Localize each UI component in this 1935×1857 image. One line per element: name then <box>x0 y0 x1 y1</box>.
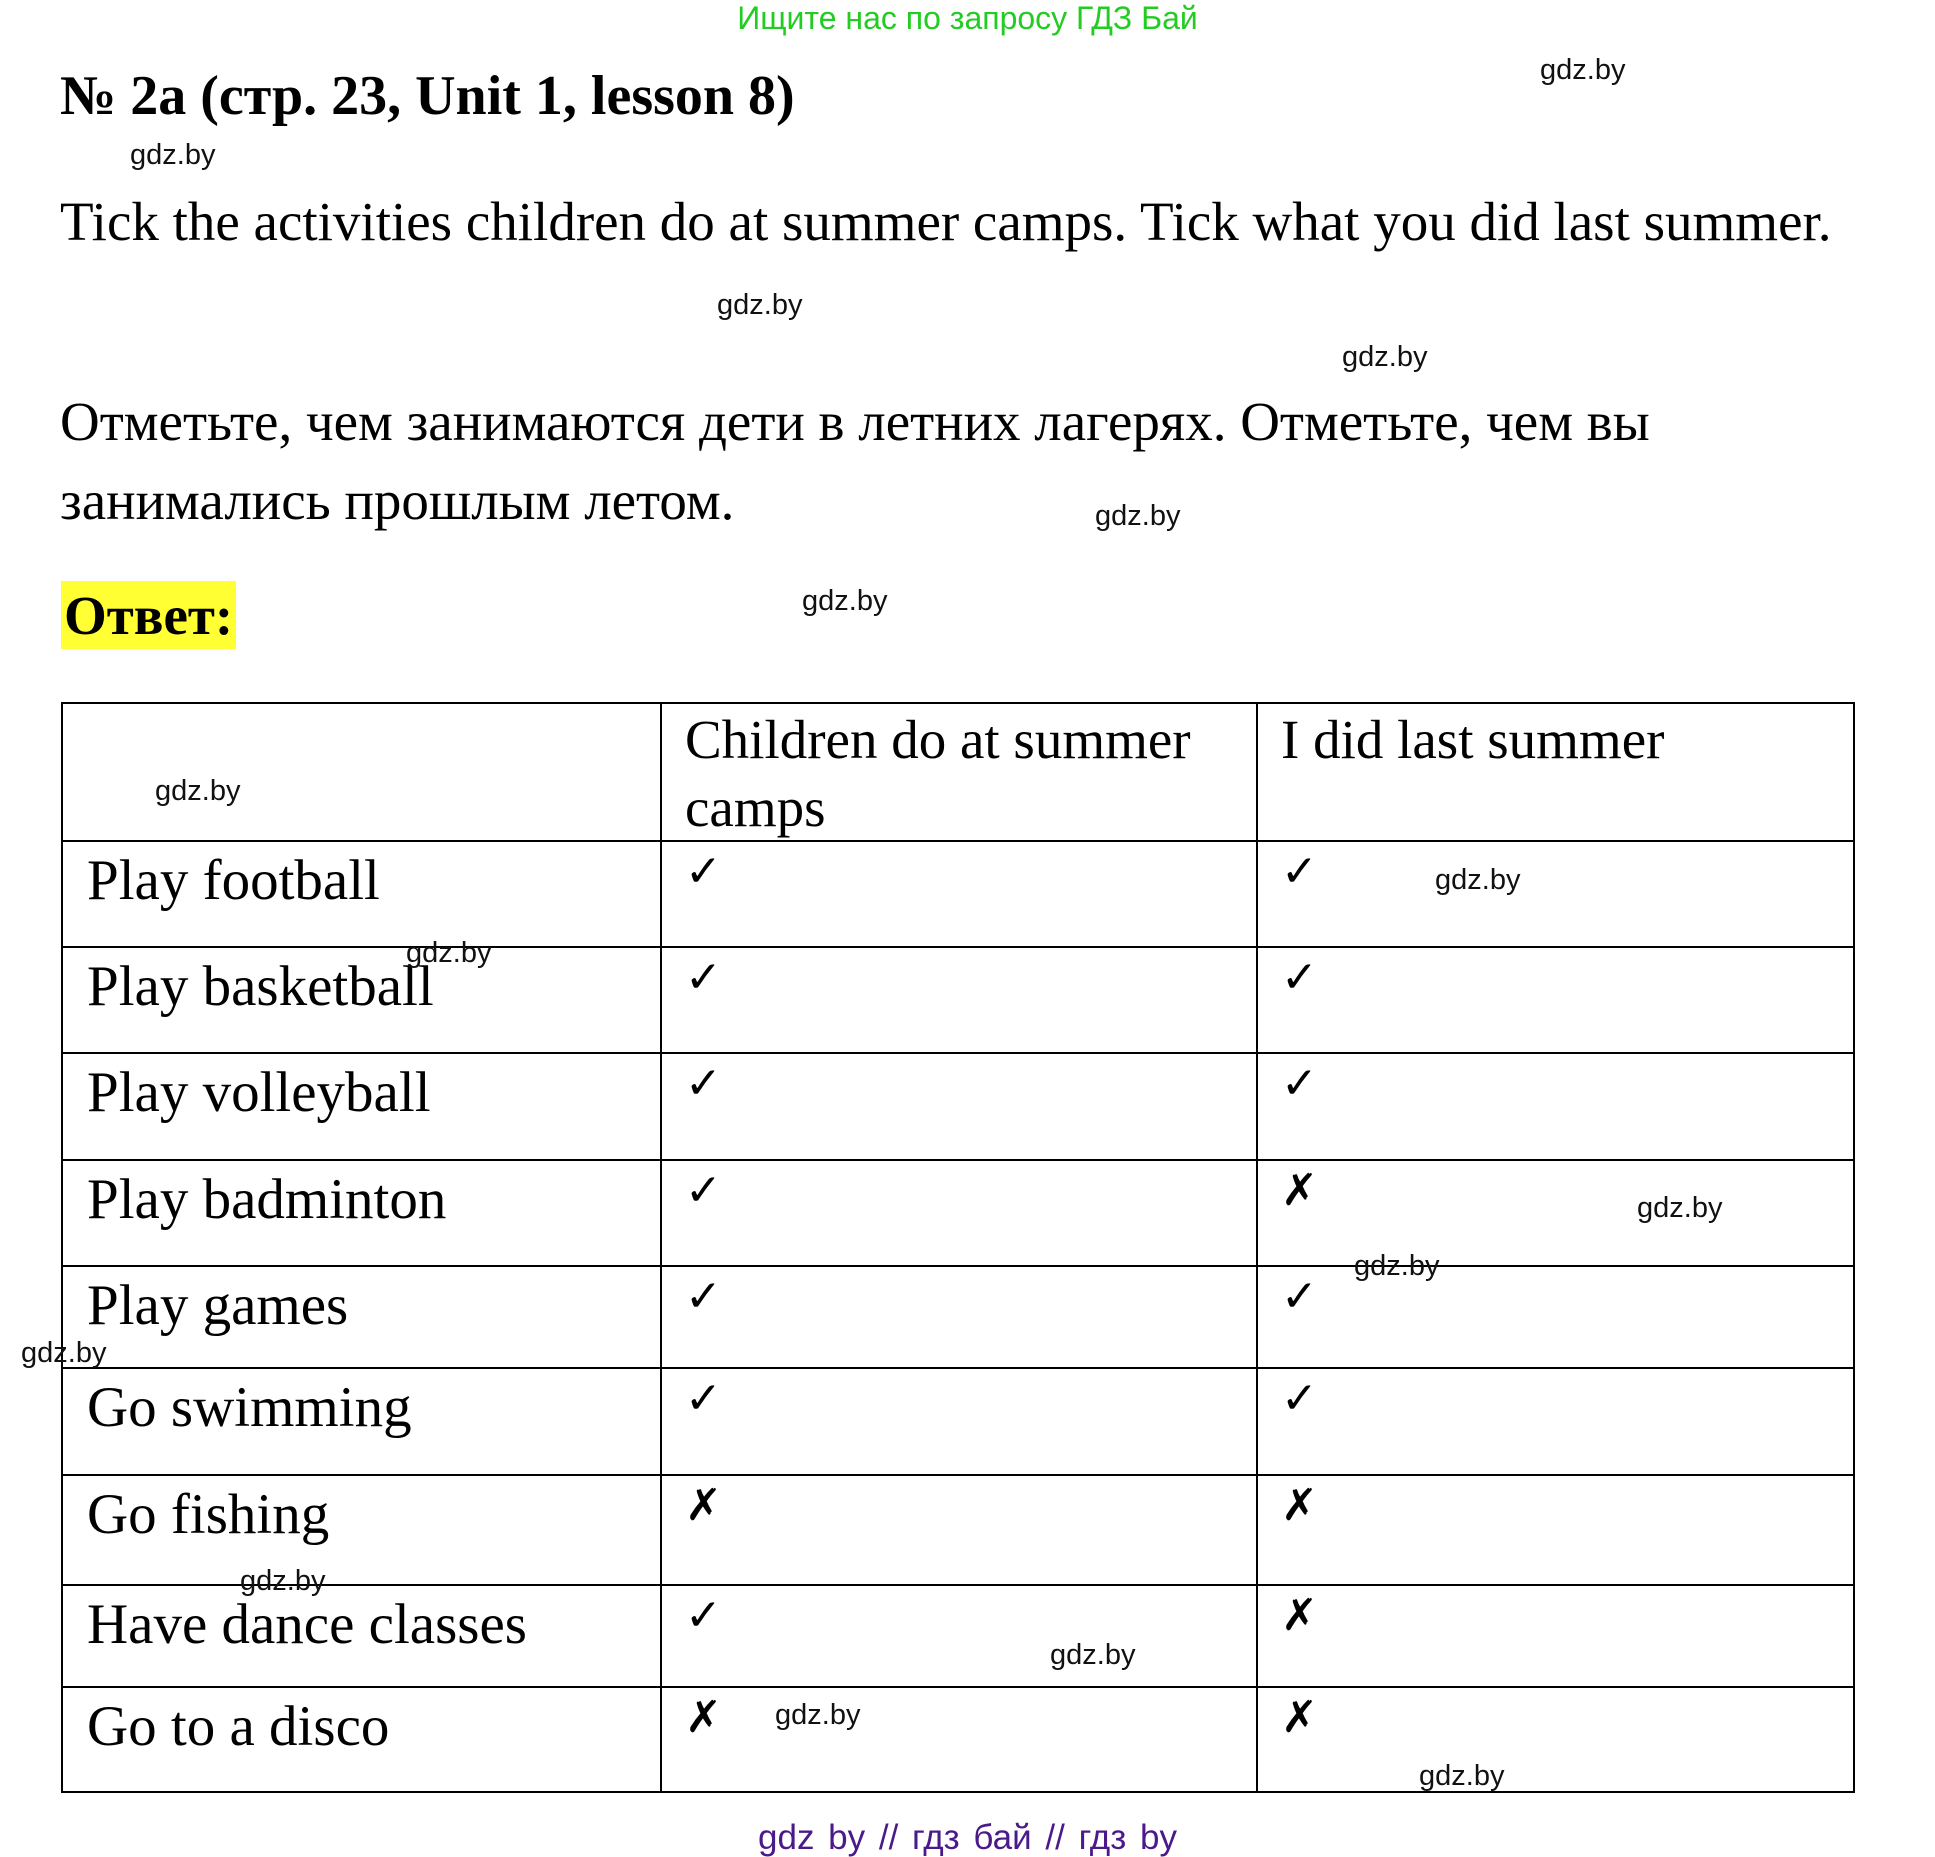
check-icon: ✓ <box>685 1165 722 1216</box>
watermark: gdz.by <box>717 289 803 321</box>
activity-label: Play football <box>87 849 380 912</box>
instruction-english: Tick the activities children do at summer camps. Tick what you did last summer. <box>60 191 1832 252</box>
watermark: gdz.by <box>1637 1192 1723 1224</box>
watermark: gdz.by <box>1342 341 1428 373</box>
check-icon: ✓ <box>685 846 722 897</box>
instruction-russian: Отметьте, чем занимаются дети в летних лагерях. Отметьте, чем вы занимались прошлым летом. <box>60 391 1650 531</box>
table-row <box>63 842 1853 948</box>
answer-label: Ответ: <box>61 581 236 649</box>
watermark: gdz.by <box>240 1565 326 1597</box>
activity-label: Go fishing <box>87 1483 330 1546</box>
header-i-did: I did last summer <box>1281 709 1665 770</box>
watermark: gdz.by <box>21 1337 107 1369</box>
table-row <box>63 1161 1853 1267</box>
activity-label: Go swimming <box>87 1376 412 1439</box>
watermark: gdz.by <box>155 775 241 807</box>
watermark: gdz.by <box>775 1699 861 1731</box>
cross-icon: ✗ <box>1281 1692 1318 1743</box>
check-icon: ✓ <box>1281 1373 1318 1424</box>
check-icon: ✓ <box>685 1058 722 1109</box>
table-row <box>63 1267 1853 1369</box>
activity-label: Have dance classes <box>87 1593 527 1656</box>
check-icon: ✓ <box>1281 952 1318 1003</box>
cross-icon: ✗ <box>685 1692 722 1743</box>
watermark: gdz.by <box>406 937 492 969</box>
cross-icon: ✗ <box>685 1480 722 1531</box>
activity-label: Play basketball <box>87 955 434 1018</box>
check-icon: ✓ <box>1281 1271 1318 1322</box>
table-header-row <box>63 704 1853 842</box>
watermark: gdz.by <box>1354 1250 1440 1282</box>
watermark: gdz.by <box>1435 864 1521 896</box>
check-icon: ✓ <box>685 1271 722 1322</box>
watermark: gdz.by <box>130 139 216 171</box>
header-children-camps: Children do at summer camps <box>685 709 1191 838</box>
answer-table <box>61 702 1855 1793</box>
activity-label: Play games <box>87 1274 349 1337</box>
table-row <box>63 1054 1853 1161</box>
watermark: gdz.by <box>1540 54 1626 86</box>
cross-icon: ✗ <box>1281 1165 1318 1216</box>
cross-icon: ✗ <box>1281 1480 1318 1531</box>
table-row <box>63 1369 1853 1476</box>
table-row <box>63 948 1853 1054</box>
footer-links: gdz by // гдз бай // гдз by <box>758 1818 1177 1857</box>
check-icon: ✓ <box>685 1373 722 1424</box>
exercise-title: № 2a (стр. 23, Unit 1, lesson 8) <box>60 65 795 127</box>
check-icon: ✓ <box>1281 1058 1318 1109</box>
activity-label: Play volleyball <box>87 1061 431 1124</box>
activity-label: Go to a disco <box>87 1695 390 1758</box>
cross-icon: ✗ <box>1281 1590 1318 1641</box>
activity-label: Play badminton <box>87 1168 447 1231</box>
table-row <box>63 1688 1853 1795</box>
check-icon: ✓ <box>685 952 722 1003</box>
watermark: gdz.by <box>802 585 888 617</box>
table-row <box>63 1476 1853 1586</box>
table-row <box>63 1586 1853 1688</box>
check-icon: ✓ <box>1281 846 1318 897</box>
search-banner: Ищите нас по запросу ГДЗ Бай <box>737 0 1198 36</box>
watermark: gdz.by <box>1095 500 1181 532</box>
watermark: gdz.by <box>1050 1639 1136 1671</box>
check-icon: ✓ <box>685 1590 722 1641</box>
watermark: gdz.by <box>1419 1760 1505 1792</box>
